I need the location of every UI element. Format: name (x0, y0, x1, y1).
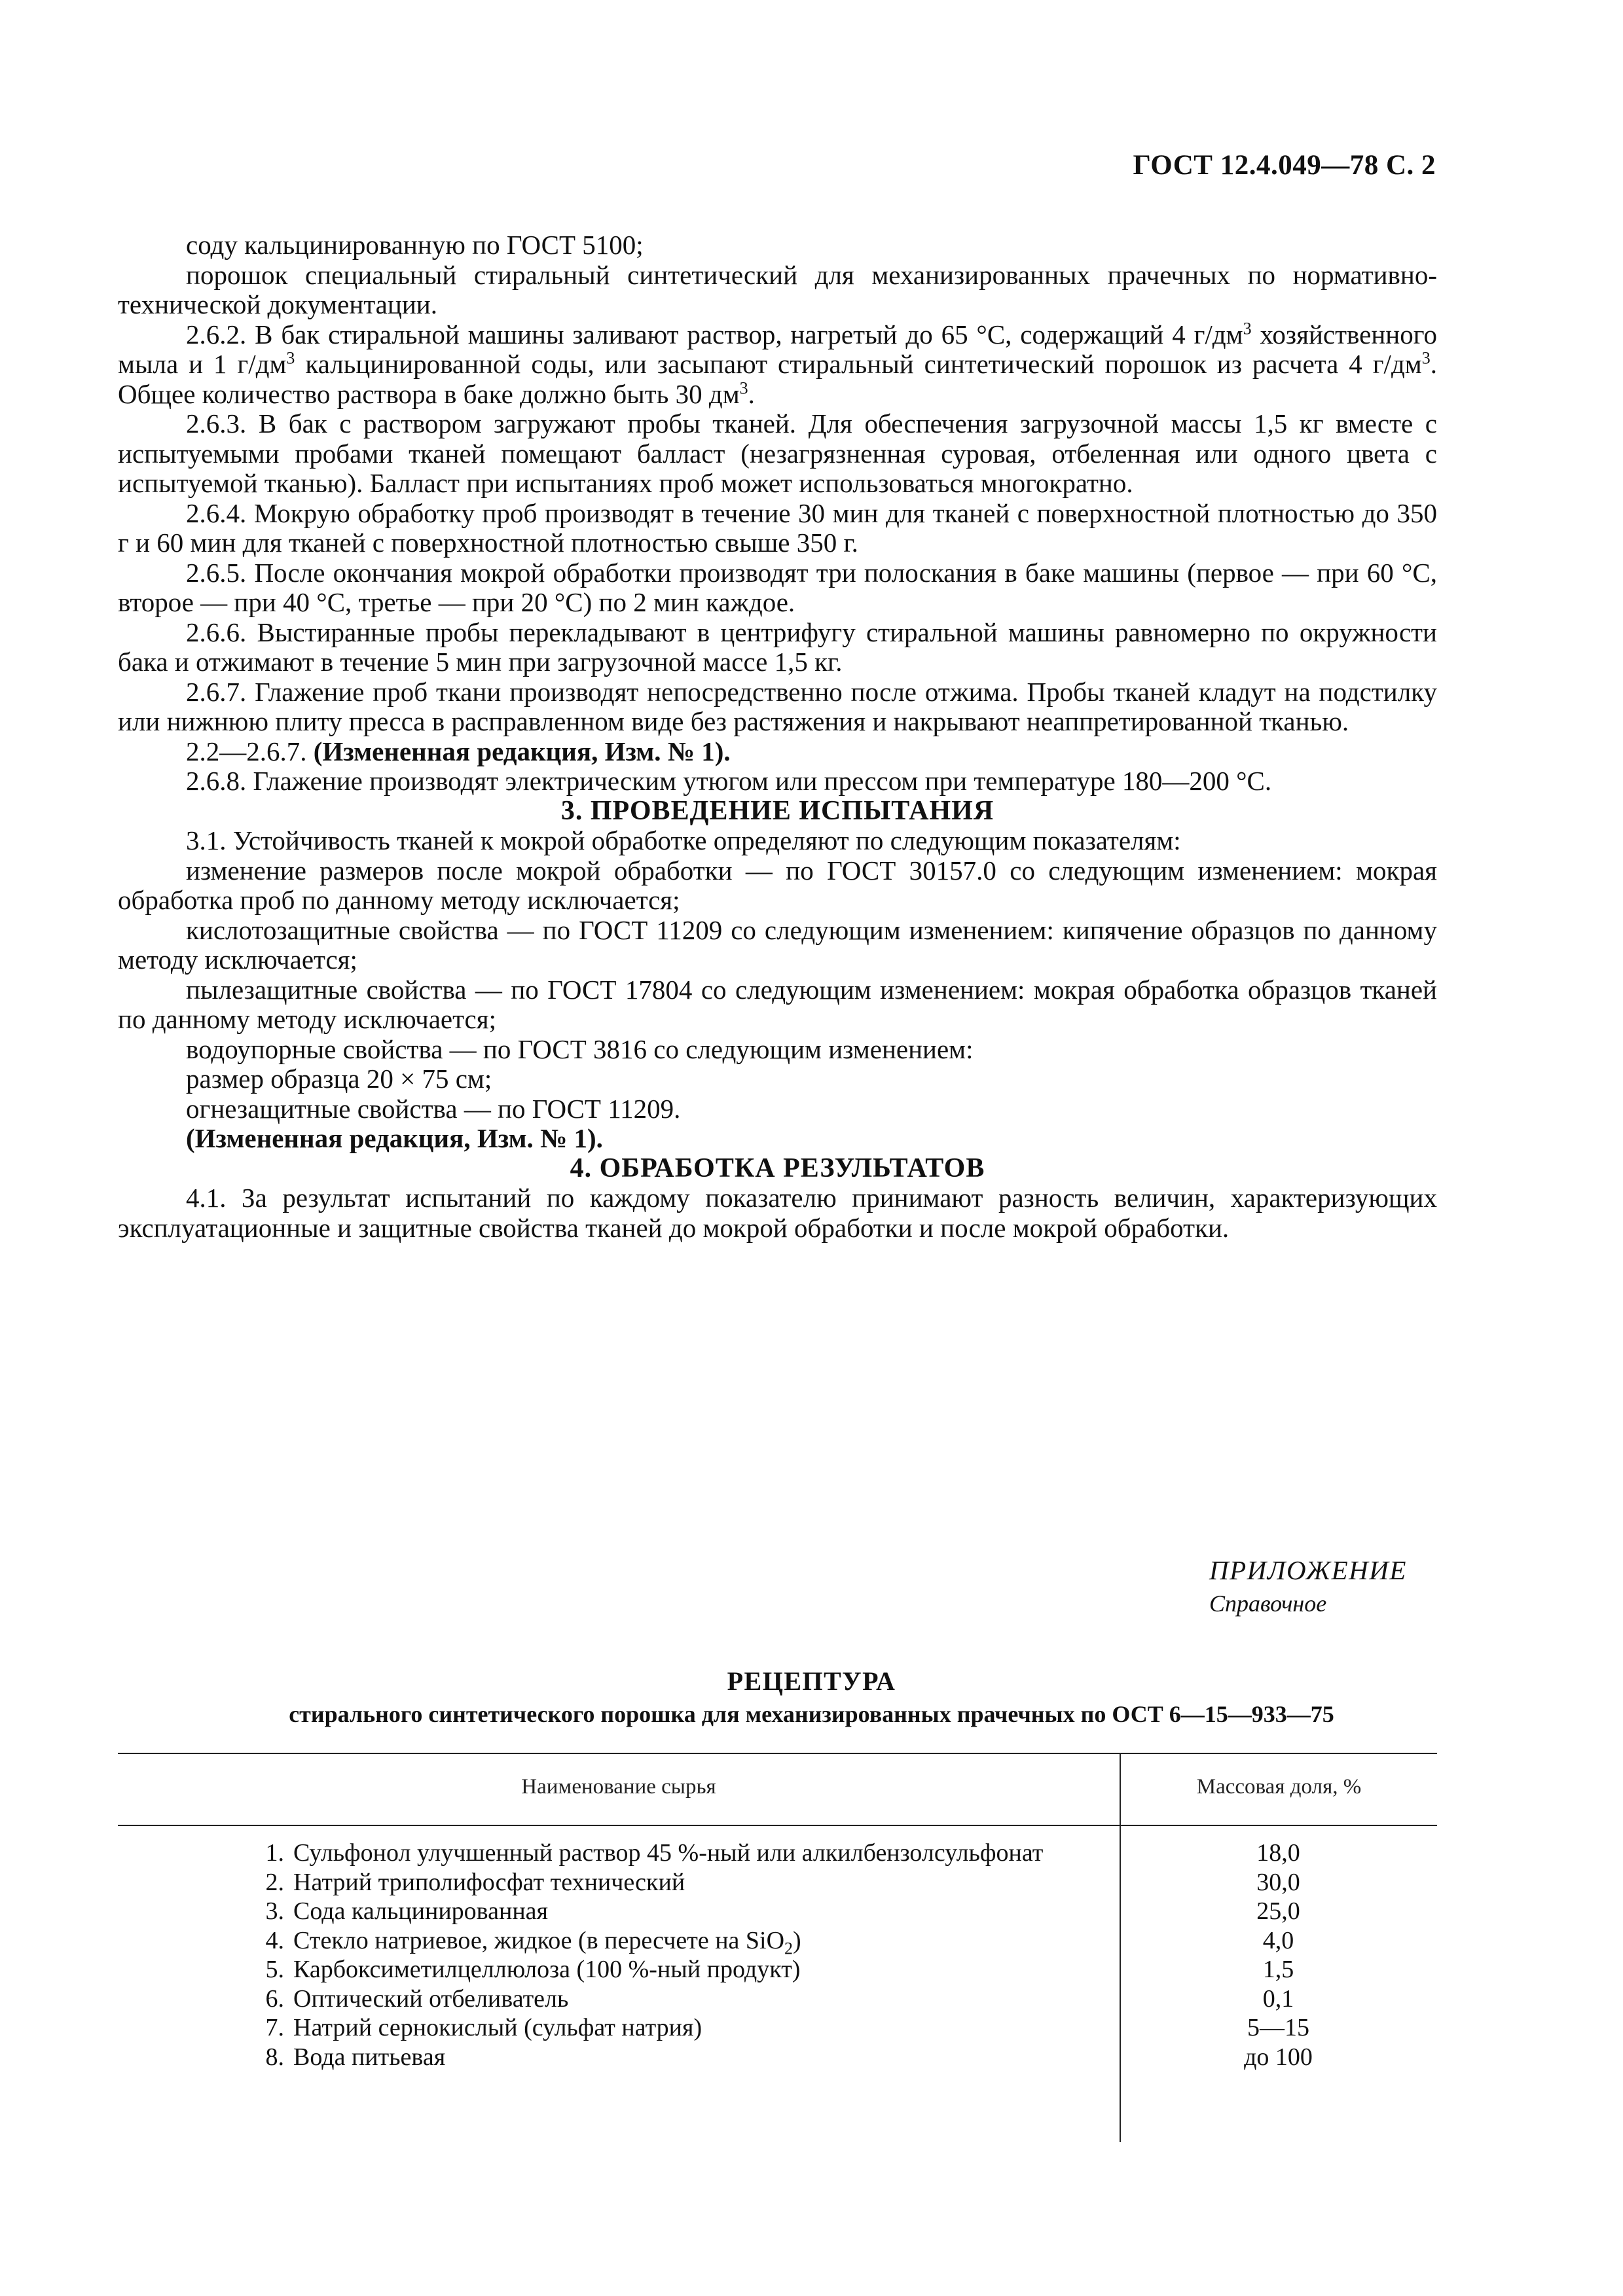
paragraph: пылезащитные свойства — по ГОСТ 17804 со следующим изменением: мокрая обработка образцов тканей по данному методу исключается; (118, 974, 1437, 1034)
row-value: 25,0 (1256, 1897, 1300, 1926)
text: . (748, 378, 755, 409)
appendix-label (1209, 1554, 1407, 1617)
text: . Общее количество раствора в баке должно быть 30 дм (118, 349, 1438, 409)
row-number: 3. (265, 1897, 284, 1926)
text: Стекло натриевое, жидкое (в пересчете на SiO (293, 1926, 785, 1954)
paragraph: размер образца 20 × 75 см; (186, 1064, 492, 1094)
superscript: 3 (1243, 318, 1252, 338)
row-value: 1,5 (1262, 1956, 1294, 1984)
table-row (118, 2013, 1437, 2043)
row-value: 18,0 (1256, 1839, 1300, 1867)
text: хозяйственного мыла и 1 г/дм (118, 319, 1437, 379)
superscript: 3 (739, 378, 748, 397)
paragraph-3-1: 3.1. Устойчивость тканей к мокрой обработке определяют по следующим показателям: (186, 825, 1181, 855)
paragraph: порошок специальный стиральный синтетический для механизированных прачечных по нормативно-технической документации. (118, 259, 1437, 319)
paragraph: кислотозащитные свойства — по ГОСТ 11209 со следующим изменением: кипячение образцов по данному методу исключается; (118, 914, 1437, 975)
paragraph-2-6-2 (118, 320, 1437, 410)
row-value: 4,0 (1262, 1926, 1294, 1954)
amendment-note: (Измененная редакция, Изм. № 1). (186, 1123, 603, 1153)
paragraph: огнезащитные свойства — по ГОСТ 11209. (186, 1093, 681, 1124)
table-header-rule (118, 1825, 1437, 1826)
row-number: 1. (265, 1839, 284, 1867)
paragraph-2-6-4: 2.6.4. Мокрую обработку проб производят в течение 30 мин для тканей с поверхностной плотностью до 350 г и 60 мин для тканей с поверхностной плотностью свыше 350 г. (118, 497, 1437, 558)
row-name: Натрий триполифосфат технический (293, 1868, 685, 1896)
row-value: до 100 (1244, 2043, 1313, 2071)
table-row (118, 1868, 1437, 1897)
paragraph-2-6-3: 2.6.3. В бак с раствором загружают пробы тканей. Для обеспечения загрузочной массы 1,5 кг вместе с испытуемыми пробами тканей помещают балласт (незагрязненная суровая, отбеленная или одного цвета с испытуемой тканью). Балласт при испытаниях проб может использоваться многократно. (118, 408, 1437, 498)
paragraph-2-6-6: 2.6.6. Выстиранные пробы перекладывают в центрифугу стиральной машины равномерно по окружности бака и отжимают в течение 5 мин при загрузочной массе 1,5 кг. (118, 617, 1437, 677)
row-name: Карбоксиметилцеллюлоза (100 %-ный продукт) (293, 1956, 801, 1984)
row-value: 5—15 (1247, 2014, 1309, 2042)
column-header-name: Наименование сырья (521, 1775, 716, 1799)
row-number: 5. (265, 1956, 284, 1984)
row-name: Натрий сернокислый (сульфат натрия) (293, 2014, 702, 2042)
table-row (118, 1839, 1437, 1868)
row-name: Сульфонол улучшенный раствор 45 %-ный или алкилбензолсульфонат (293, 1839, 1044, 1867)
superscript: 3 (286, 348, 295, 368)
paragraph-2-6-5: 2.6.5. После окончания мокрой обработки производят три полоскания в баке машины (первое — при 60 °С, второе — при 40 °С, третье — при 20 °С) по 2 мин каждое. (118, 557, 1437, 617)
amendment-note (118, 737, 1437, 767)
row-number: 4. (265, 1926, 284, 1954)
text: кальцинированной соды, или засыпают стиральный синтетический порошок из расчета 4 г/дм (295, 349, 1422, 379)
text: 2.6.2. В бак стиральной машины заливают раствор, нагретый до 65 °С, содержащий 4 г/дм (186, 319, 1243, 350)
row-number: 6. (265, 1984, 284, 2013)
table-row (118, 1897, 1437, 1926)
text: ) (793, 1926, 801, 1954)
subscript: 2 (784, 1939, 793, 1958)
row-name: Вода питьевая (293, 2043, 446, 2071)
row-name: Оптический отбеливатель (293, 1984, 569, 2013)
paragraph-4-1: 4.1. За результат испытаний по каждому показателю принимают разность величин, характеризующих эксплуатационные и защитные свойства тканей до мокрой обработки и после мокрой обработки. (118, 1183, 1437, 1243)
paragraph-2-6-8: 2.6.8. Глажение производят электрическим утюгом или прессом при температуре 180—200 °С. (186, 766, 1272, 796)
section-heading-4: 4. ОБРАБОТКА РЕЗУЛЬТАТОВ (570, 1153, 985, 1183)
column-header-share: Массовая доля, % (1196, 1775, 1362, 1799)
table-row (118, 1926, 1437, 1956)
appendix-note: Справочное (1209, 1590, 1327, 1617)
superscript: 3 (1421, 348, 1431, 368)
section-heading-3: 3. ПРОВЕДЕНИЕ ИСПЫТАНИЯ (560, 795, 994, 826)
table-top-rule (118, 1753, 1437, 1754)
table-row (118, 1984, 1437, 2014)
recipe-subtitle: стирального синтетического порошка для механизированных прачечных по ОСТ 6—15—933—75 (289, 1701, 1334, 1727)
row-number: 7. (265, 2014, 284, 2042)
amendment-bold: (Измененная редакция, Изм. № 1). (313, 736, 731, 766)
table-body (118, 1839, 1437, 2072)
row-name: Сода кальцинированная (293, 1897, 548, 1926)
table-row (118, 1955, 1437, 1984)
body-text (118, 230, 1437, 1243)
row-number: 8. (265, 2043, 284, 2071)
text: 2.2—2.6.7. (186, 736, 314, 766)
paragraph: водоупорные свойства — по ГОСТ 3816 со следующим изменением: (186, 1033, 974, 1064)
row-value: 0,1 (1262, 1984, 1294, 2013)
paragraph: изменение размеров после мокрой обработки — по ГОСТ 30157.0 со следующим изменением: мокрая обработка проб по данному методу исключается; (118, 855, 1437, 915)
table-row (118, 2043, 1437, 2072)
row-value: 30,0 (1256, 1868, 1300, 1896)
paragraph: соду кальцинированную по ГОСТ 5100; (186, 230, 644, 260)
paragraph-2-6-7: 2.6.7. Глажение проб ткани производят непосредственно после отжима. Пробы тканей кладут на подстилку или нижнюю плиту пресса в расправленном виде без растяжения и накрывают неаппретированной тканью. (118, 676, 1437, 736)
page-header: ГОСТ 12.4.049—78 С. 2 (1133, 150, 1436, 181)
row-number: 2. (265, 1868, 284, 1896)
appendix-title: ПРИЛОЖЕНИЕ (1209, 1555, 1407, 1585)
recipe-title: РЕЦЕПТУРА (727, 1666, 896, 1696)
row-name (293, 1926, 1120, 1958)
